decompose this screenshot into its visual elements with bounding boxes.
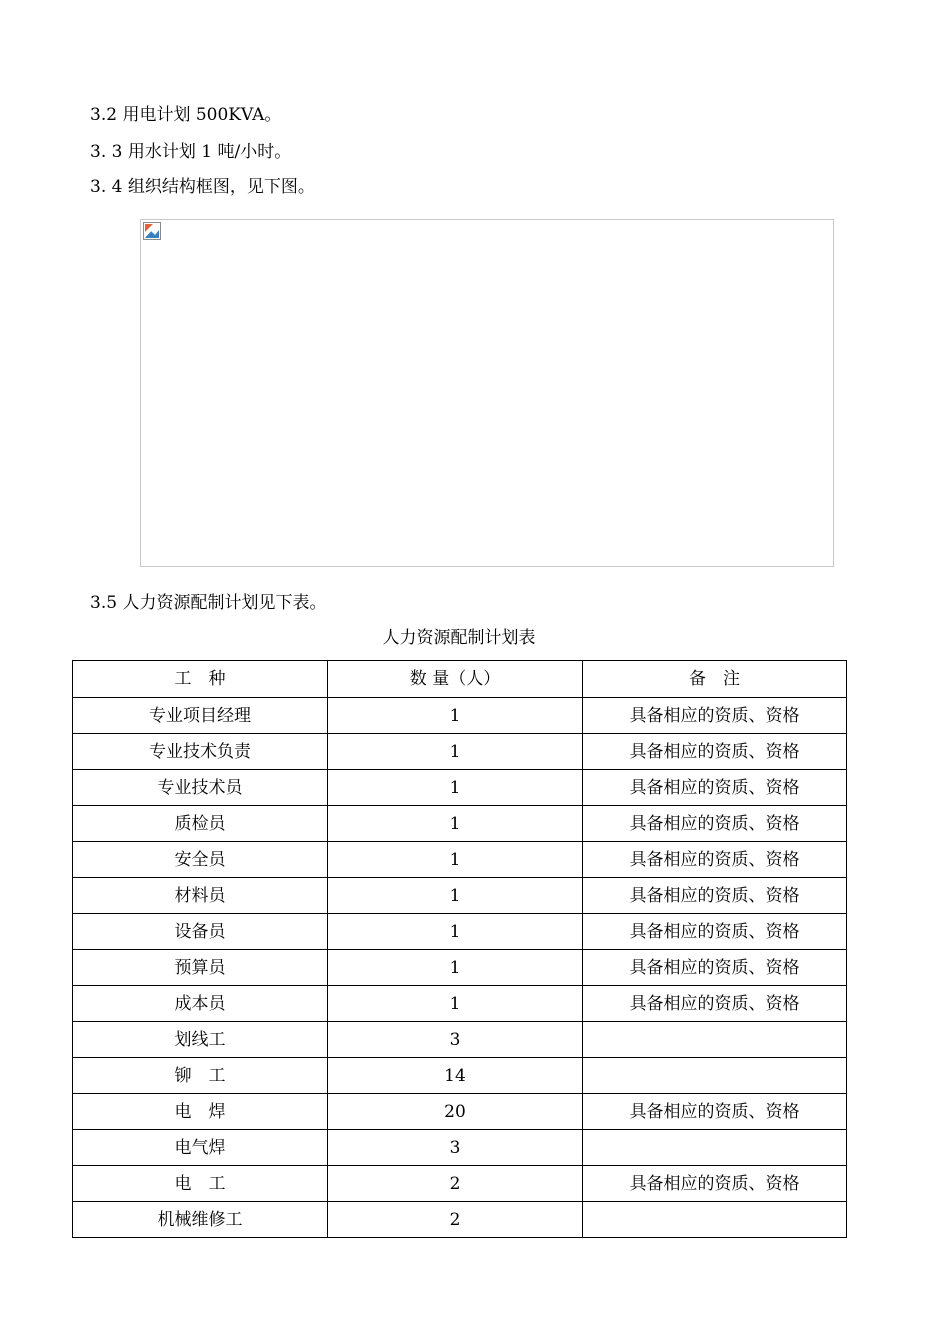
cell-quantity: 1 [328,806,583,842]
cell-remarks [583,1058,847,1094]
cell-trade: 专业技术员 [73,770,328,806]
cell-remarks: 具备相应的资质、资格 [583,950,847,986]
cell-quantity: 1 [328,770,583,806]
cell-quantity: 1 [328,878,583,914]
cell-trade: 安全员 [73,842,328,878]
cell-quantity: 3 [328,1022,583,1058]
table-row [73,950,847,986]
cell-trade: 预算员 [73,950,328,986]
cell-trade: 电 焊 [73,1094,328,1130]
cell-remarks: 具备相应的资质、资格 [583,734,847,770]
hr-plan-table [72,660,847,1238]
table-row [73,698,847,734]
cell-quantity: 3 [328,1130,583,1166]
cell-quantity: 1 [328,842,583,878]
cell-trade: 专业项目经理 [73,698,328,734]
cell-remarks: 具备相应的资质、资格 [583,878,847,914]
paragraph-electricity-plan: 3.2 用电计划 500KVA。 [90,105,282,125]
table-row [73,1130,847,1166]
table-header-row [73,661,847,698]
cell-quantity: 1 [328,914,583,950]
cell-trade: 专业技术负责 [73,734,328,770]
cell-trade: 电 工 [73,1166,328,1202]
cell-trade: 铆 工 [73,1058,328,1094]
cell-quantity: 14 [328,1058,583,1094]
cell-remarks [583,1022,847,1058]
header-remarks: 备 注 [583,661,847,698]
cell-quantity: 2 [328,1166,583,1202]
cell-quantity: 1 [328,698,583,734]
table-row [73,986,847,1022]
cell-remarks: 具备相应的资质、资格 [583,914,847,950]
cell-remarks: 具备相应的资质、资格 [583,698,847,734]
cell-trade: 成本员 [73,986,328,1022]
cell-remarks: 具备相应的资质、资格 [583,1166,847,1202]
table-row [73,1202,847,1238]
table-row [73,734,847,770]
paragraph-org-chart-intro: 3. 4 组织结构框图，见下图。 [90,177,315,197]
table-row [73,1022,847,1058]
cell-remarks: 具备相应的资质、资格 [583,806,847,842]
cell-remarks [583,1130,847,1166]
table-row [73,806,847,842]
cell-remarks: 具备相应的资质、资格 [583,986,847,1022]
paragraph-hr-plan-intro: 3.5 人力资源配制计划见下表。 [90,593,327,613]
cell-remarks: 具备相应的资质、资格 [583,770,847,806]
cell-trade: 质检员 [73,806,328,842]
cell-quantity: 1 [328,986,583,1022]
header-trade: 工 种 [73,661,328,698]
cell-remarks [583,1202,847,1238]
cell-quantity: 1 [328,950,583,986]
table-row [73,878,847,914]
table-row [73,1094,847,1130]
header-quantity: 数 量（人） [328,661,583,698]
cell-trade: 材料员 [73,878,328,914]
table-row [73,1058,847,1094]
table-row [73,842,847,878]
cell-quantity: 1 [328,734,583,770]
broken-image-icon [143,222,161,240]
table-row [73,914,847,950]
cell-remarks: 具备相应的资质、资格 [583,842,847,878]
table-row [73,1166,847,1202]
table-caption: 人力资源配制计划表 [382,628,536,648]
cell-trade: 电气焊 [73,1130,328,1166]
table-row [73,770,847,806]
cell-remarks: 具备相应的资质、资格 [583,1094,847,1130]
cell-quantity: 20 [328,1094,583,1130]
cell-quantity: 2 [328,1202,583,1238]
cell-trade: 机械维修工 [73,1202,328,1238]
org-chart-image-placeholder [140,219,834,567]
paragraph-water-plan: 3. 3 用水计划 1 吨/小时。 [90,142,292,162]
cell-trade: 划线工 [73,1022,328,1058]
cell-trade: 设备员 [73,914,328,950]
